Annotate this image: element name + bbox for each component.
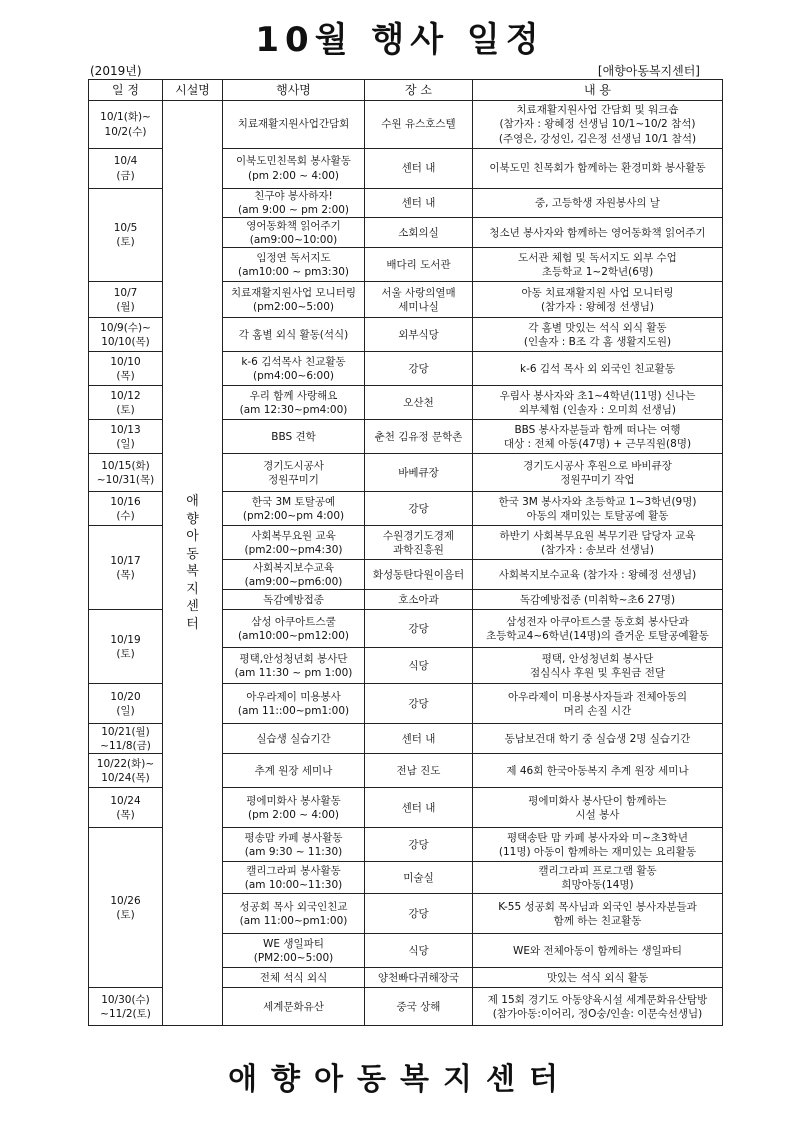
content-line: K-55 성공회 목사님과 외국인 봉사자분들과	[498, 900, 697, 913]
content-cell	[473, 526, 723, 560]
event-cell	[223, 492, 365, 526]
content-line: 함께 하는 친교활동	[553, 914, 642, 927]
event-line: 이북도민친목회 봉사활동	[236, 155, 351, 168]
place-cell	[365, 988, 473, 1026]
event-cell	[223, 101, 365, 149]
content-line: 동남보건대 학기 중 실습생 2명 실습기간	[504, 732, 691, 745]
content-line: 삼성전자 아쿠아트스쿨 동호회 봉사단과	[506, 615, 689, 628]
event-line: 아우라제이 미용봉사	[246, 690, 341, 703]
place-line: 화성동탄다원이음터	[372, 568, 465, 581]
content-line: WE와 전체아동이 함께하는 생일파티	[512, 944, 683, 957]
event-line: (pm4:00~6:00)	[252, 369, 335, 382]
date-line: (목)	[116, 808, 135, 821]
content-line: (11명) 아동이 함께하는 재미있는 요리활동	[498, 845, 697, 858]
event-cell	[223, 560, 365, 590]
event-cell	[223, 648, 365, 684]
place-line: 미술실	[403, 871, 434, 884]
facility-char: 센	[186, 599, 199, 615]
date-cell	[89, 828, 163, 988]
facility-char: 지	[186, 581, 199, 597]
event-line: 평송맘 카페 봉사활동	[244, 831, 343, 844]
date-cell	[89, 724, 163, 754]
content-cell	[473, 684, 723, 724]
date-line: 10/7	[113, 286, 138, 299]
year-label: (2019년)	[90, 64, 142, 78]
place-line: 외부식당	[398, 328, 439, 341]
content-cell	[473, 386, 723, 420]
date-line: 10/15(화)	[101, 459, 150, 472]
place-line: 양천빠다귀해장국	[377, 971, 460, 984]
place-cell	[365, 590, 473, 610]
event-line: (am 12:30~pm4:00)	[239, 403, 348, 416]
content-line: 중, 고등학생 자원봉사의 날	[535, 197, 660, 210]
place-cell	[365, 684, 473, 724]
event-line: (am 11:30 ~ pm 1:00)	[234, 666, 353, 679]
event-cell	[223, 684, 365, 724]
date-line: 10/17	[110, 554, 141, 567]
date-cell	[89, 610, 163, 684]
date-line: 10/2(수)	[104, 125, 147, 138]
event-line: 임정연 독서지도	[256, 251, 331, 264]
place-cell	[365, 420, 473, 454]
content-line: 아동의 재미있는 토탈공예 활동	[526, 509, 669, 522]
content-cell	[473, 648, 723, 684]
place-line: 식당	[408, 659, 429, 672]
event-line: 사회복무요원 교육	[251, 529, 336, 542]
content-cell	[473, 788, 723, 828]
event-line: 삼성 아쿠아트스쿨	[251, 615, 336, 628]
event-line: BBS 견학	[271, 430, 316, 443]
date-line: (월)	[116, 300, 135, 313]
date-line: ~10/31(목)	[96, 473, 155, 486]
date-cell	[89, 101, 163, 149]
event-line: 친구야 봉사하자!	[254, 190, 333, 202]
date-cell	[89, 988, 163, 1026]
date-cell	[89, 788, 163, 828]
date-line: (목)	[116, 369, 135, 382]
event-line: 각 홈별 외식 활동(석식)	[238, 328, 349, 341]
content-line: 시설 봉사	[575, 808, 620, 821]
content-line: 캘리그라피 프로그램 활동	[538, 864, 657, 877]
place-line: 소회의실	[398, 226, 439, 239]
schedule-table	[88, 79, 723, 1026]
place-line: 강당	[408, 622, 429, 635]
date-line: 10/12	[110, 389, 141, 402]
event-line: (am10:00 ~ pm3:30)	[237, 265, 350, 278]
table-row	[89, 101, 723, 149]
date-line: 10/13	[110, 423, 141, 436]
event-cell	[223, 282, 365, 318]
event-cell	[223, 610, 365, 648]
event-line: 우리 함께 사랑해요	[249, 389, 338, 402]
place-line: 춘천 김유정 문학촌	[374, 430, 463, 443]
date-cell	[89, 352, 163, 386]
event-line: 실습생 실습기간	[256, 732, 331, 745]
content-line: 사회복지보수교육 (참가자 : 왕혜정 선생님)	[498, 568, 697, 581]
date-line: (토)	[116, 403, 135, 416]
content-line: 한국 3M 봉사자와 초등학교 1~3학년(9명)	[498, 495, 697, 508]
facility-char: 터	[186, 616, 199, 632]
date-line: 10/10(목)	[101, 335, 150, 348]
content-cell	[473, 454, 723, 492]
event-line: 사회복지보수교육	[252, 561, 335, 574]
place-line: 강당	[408, 907, 429, 920]
event-cell	[223, 828, 365, 862]
event-cell	[223, 454, 365, 492]
content-cell	[473, 101, 723, 149]
content-cell	[473, 248, 723, 282]
event-line: 한국 3M 토탈공예	[251, 495, 336, 508]
event-cell	[223, 526, 365, 560]
date-cell	[89, 189, 163, 282]
content-line: 아우라제이 미용봉사자들과 전체아동의	[507, 690, 688, 703]
content-line: BBS 봉사자분들과 함께 떠나는 여행	[514, 423, 681, 436]
content-cell	[473, 828, 723, 862]
place-line: 센터 내	[401, 162, 436, 175]
content-cell	[473, 968, 723, 988]
date-line: 10/26	[110, 894, 141, 907]
content-line: 맛있는 석식 외식 활동	[546, 971, 649, 984]
facility-char: 동	[186, 546, 199, 562]
content-cell	[473, 724, 723, 754]
content-cell	[473, 862, 723, 894]
date-cell	[89, 454, 163, 492]
place-line: 강당	[408, 697, 429, 710]
content-cell	[473, 560, 723, 590]
place-line: 식당	[408, 944, 429, 957]
place-cell	[365, 560, 473, 590]
content-line: (주영은, 강성인, 김은정 선생님 10/1 참석)	[498, 132, 697, 145]
date-line: (목)	[116, 568, 135, 581]
event-cell	[223, 788, 365, 828]
header-date: 일 정	[89, 80, 163, 101]
date-line: 10/9(수)~	[100, 321, 151, 334]
content-line: (참가자 : 왕혜정 선생님)	[540, 300, 655, 313]
event-line: (am10:00~pm12:00)	[237, 629, 350, 642]
facility-char: 아	[186, 529, 199, 545]
event-line: (PM2:00~5:00)	[253, 951, 334, 964]
date-line: 10/24(목)	[101, 771, 150, 784]
place-line: 중국 상해	[396, 1000, 441, 1013]
content-line: 각 홈별 맛있는 석식 외식 활동	[528, 321, 667, 334]
header-place: 장 소	[365, 80, 473, 101]
event-line: 성공회 목사 외국인친교	[239, 900, 348, 913]
date-line: 10/20	[110, 690, 141, 703]
event-cell	[223, 988, 365, 1026]
content-cell	[473, 352, 723, 386]
date-line: ~11/8(금)	[100, 739, 151, 752]
content-line: 도서관 체험 및 독서지도 외부 수업	[518, 251, 677, 264]
event-line: (pm 2:00 ~ 4:00)	[247, 169, 340, 182]
place-cell	[365, 934, 473, 968]
event-line: 캘리그라피 봉사활동	[246, 864, 341, 877]
content-line: 우림사 봉사자와 초1~4학년(11명) 신나는	[499, 389, 696, 402]
place-line: 강당	[408, 838, 429, 851]
date-cell	[89, 754, 163, 788]
content-line: 이북도민 친목회가 함께하는 환경미화 봉사활동	[489, 162, 706, 175]
content-cell	[473, 149, 723, 189]
content-line: 점심식사 후원 및 후원금 전달	[529, 666, 666, 679]
content-line: (참가자 : 송보라 선생님)	[540, 543, 655, 556]
date-line: 10/24	[110, 794, 141, 807]
date-cell	[89, 282, 163, 318]
content-cell	[473, 318, 723, 352]
date-line: 10/1(화)~	[100, 111, 151, 124]
place-line: 강당	[408, 502, 429, 515]
place-line: 서울 사랑의열매	[381, 286, 456, 299]
event-cell	[223, 318, 365, 352]
event-line: 치료재활지원사업간담회	[237, 118, 350, 131]
content-line: 제 15회 경기도 아동양육시설 세계문화유산탐방	[487, 993, 708, 1006]
header-event: 행사명	[223, 80, 365, 101]
place-line: 과학진흥원	[393, 543, 444, 556]
content-line: (참가아동:이어리, 정O숭/인솔: 이문숙선생님)	[492, 1007, 703, 1020]
event-line: (pm2:00~pm 4:00)	[242, 509, 345, 522]
date-cell	[89, 492, 163, 526]
date-line: (토)	[116, 236, 135, 249]
content-line: 독감예방접종 (미취학~초6 27명)	[519, 593, 676, 606]
place-cell	[365, 894, 473, 934]
footer-organization: 애향아동복지센터	[228, 1062, 572, 1097]
date-cell	[89, 318, 163, 352]
event-line: (am 10:00~11:30)	[244, 878, 343, 891]
content-line: 평택송탄 맘 카페 봉사자와 미~초3학년	[507, 831, 688, 844]
content-cell	[473, 934, 723, 968]
event-line: 영어동화책 읽어주기	[246, 219, 341, 232]
date-cell	[89, 526, 163, 610]
page-title: 10월 행사 일정	[255, 20, 545, 60]
place-line: 강당	[408, 362, 429, 375]
event-cell	[223, 724, 365, 754]
content-line: 외부체험 (인솔자 : 오미희 선생님)	[519, 403, 676, 416]
content-cell	[473, 218, 723, 248]
place-cell	[365, 788, 473, 828]
content-line: 머리 손질 시간	[563, 704, 632, 717]
date-line: (일)	[116, 704, 135, 717]
date-line: 10/19	[110, 633, 141, 646]
date-cell	[89, 149, 163, 189]
place-line: 센터 내	[401, 732, 436, 745]
place-line: 센터 내	[401, 197, 436, 210]
content-line: 치료재활지원사업 간담회 및 워크숍	[516, 104, 679, 117]
event-line: WE 생일파티	[263, 937, 324, 950]
place-cell	[365, 352, 473, 386]
header-row	[89, 80, 723, 101]
event-cell	[223, 754, 365, 788]
event-cell	[223, 590, 365, 610]
event-cell	[223, 968, 365, 988]
place-line: 센터 내	[401, 801, 436, 814]
place-cell	[365, 248, 473, 282]
date-cell	[89, 386, 163, 420]
content-cell	[473, 754, 723, 788]
event-line: k-6 김석목사 친교활동	[241, 355, 346, 368]
event-cell	[223, 248, 365, 282]
content-line: 평에미화사 봉사단이 함께하는	[528, 794, 667, 807]
place-line: 오산천	[403, 396, 434, 409]
date-line: (일)	[116, 437, 135, 450]
content-line: 청소년 봉사자와 함께하는 영어동화책 읽어주기	[489, 226, 706, 239]
event-line: 정원꾸미기	[268, 473, 319, 486]
place-cell	[365, 101, 473, 149]
date-line: (토)	[116, 647, 135, 660]
event-cell	[223, 149, 365, 189]
event-line: (am 11::00~pm1:00)	[237, 704, 350, 717]
place-cell	[365, 318, 473, 352]
event-line: (pm2:00~5:00)	[252, 300, 335, 313]
organization-label: [애향아동복지센터]	[597, 64, 700, 78]
content-line: 초등학교4~6학년(14명)의 즐거운 토탈공예활동	[486, 629, 709, 642]
event-line: (am9:00~pm6:00)	[244, 575, 343, 588]
event-cell	[223, 934, 365, 968]
place-cell	[365, 724, 473, 754]
content-cell	[473, 610, 723, 648]
date-line: 10/21(월)	[101, 725, 150, 738]
facility-char: 복	[186, 564, 199, 580]
place-cell	[365, 454, 473, 492]
date-line: 10/5	[113, 222, 138, 234]
event-line: 추계 원장 세미나	[254, 764, 333, 777]
event-line: 세계문화유산	[263, 1000, 324, 1013]
content-line: (인솔자 : B조 각 홈 생활지도원)	[523, 335, 672, 348]
date-line: 10/30(수)	[101, 993, 150, 1006]
facility-char: 애	[186, 493, 199, 509]
place-cell	[365, 189, 473, 218]
content-line: k-6 김석 목사 외 외국인 친교활동	[520, 362, 675, 375]
place-cell	[365, 386, 473, 420]
event-line: (am9:00~10:00)	[249, 233, 338, 246]
event-cell	[223, 352, 365, 386]
event-line: 치료재활지원사업 모니터링	[230, 286, 357, 299]
event-line: (am 9:30 ~ 11:30)	[244, 845, 343, 858]
content-line: 초등학교 1~2학년(6명)	[541, 265, 654, 278]
date-line: ~11/2(토)	[100, 1007, 151, 1020]
date-line: 10/16	[110, 495, 141, 508]
content-cell	[473, 492, 723, 526]
place-line: 배다리 도서관	[386, 258, 451, 271]
content-line: 평택, 안성청년회 봉사단	[541, 652, 654, 665]
facility-cell	[163, 101, 223, 1026]
date-line: (수)	[116, 509, 135, 522]
content-cell	[473, 282, 723, 318]
date-line: 10/10	[110, 355, 141, 368]
place-cell	[365, 492, 473, 526]
date-cell	[89, 420, 163, 454]
event-cell	[223, 189, 365, 218]
place-cell	[365, 218, 473, 248]
event-line: 전체 석식 외식	[259, 971, 328, 984]
place-cell	[365, 968, 473, 988]
place-cell	[365, 149, 473, 189]
place-line: 전남 진도	[396, 764, 441, 777]
place-cell	[365, 610, 473, 648]
date-line: 10/22(화)~	[96, 757, 155, 770]
content-line: 희망아동(14명)	[561, 878, 634, 891]
place-cell	[365, 526, 473, 560]
event-line: 평에미화사 봉사활동	[246, 794, 341, 807]
place-line: 호소아과	[398, 593, 439, 606]
event-line: 독감예방접종	[263, 593, 324, 606]
event-cell	[223, 420, 365, 454]
place-line: 세미나실	[398, 300, 439, 313]
date-line: (금)	[116, 169, 135, 182]
content-cell	[473, 420, 723, 454]
date-line: (토)	[116, 908, 135, 921]
content-line: 정원꾸미기 작업	[560, 473, 635, 486]
place-line: 수원 유스호스텔	[381, 118, 456, 131]
place-cell	[365, 754, 473, 788]
event-line: (am 9:00 ~ pm 2:00)	[237, 204, 350, 217]
content-cell	[473, 988, 723, 1026]
place-line: 수원경기도경제	[382, 529, 454, 542]
content-line: (참가자 : 왕혜정 선생님 10/1~10/2 참석)	[499, 118, 696, 131]
event-line: 평택,안성청년회 봉사단	[239, 652, 348, 665]
content-line: 대상 : 전체 아동(47명) + 근무직원(8명)	[503, 437, 692, 450]
event-line: 경기도시공사	[263, 459, 324, 472]
place-cell	[365, 282, 473, 318]
event-cell	[223, 218, 365, 248]
event-line: (pm 2:00 ~ 4:00)	[247, 808, 340, 821]
content-cell	[473, 590, 723, 610]
content-line: 경기도시공사 후원으로 바비큐장	[523, 459, 672, 472]
content-line: 제 46회 한국아동복지 추계 원장 세미나	[506, 764, 689, 777]
event-cell	[223, 386, 365, 420]
place-cell	[365, 648, 473, 684]
facility-char: 향	[186, 511, 199, 527]
content-line: 아동 치료재활지원 사업 모니터링	[521, 286, 674, 299]
event-line: (am 11:00~pm1:00)	[239, 914, 348, 927]
event-cell	[223, 862, 365, 894]
place-cell	[365, 828, 473, 862]
content-cell	[473, 894, 723, 934]
header-facility: 시설명	[163, 80, 223, 101]
event-line: (pm2:00~pm4:30)	[244, 543, 343, 556]
event-cell	[223, 894, 365, 934]
place-cell	[365, 862, 473, 894]
date-line: 10/4	[113, 155, 138, 168]
content-cell	[473, 189, 723, 218]
content-line: 하반기 사회복무요원 복무기관 담당자 교육	[499, 529, 696, 542]
header-content: 내 용	[473, 80, 723, 101]
place-line: 바베큐장	[398, 466, 439, 479]
date-cell	[89, 684, 163, 724]
